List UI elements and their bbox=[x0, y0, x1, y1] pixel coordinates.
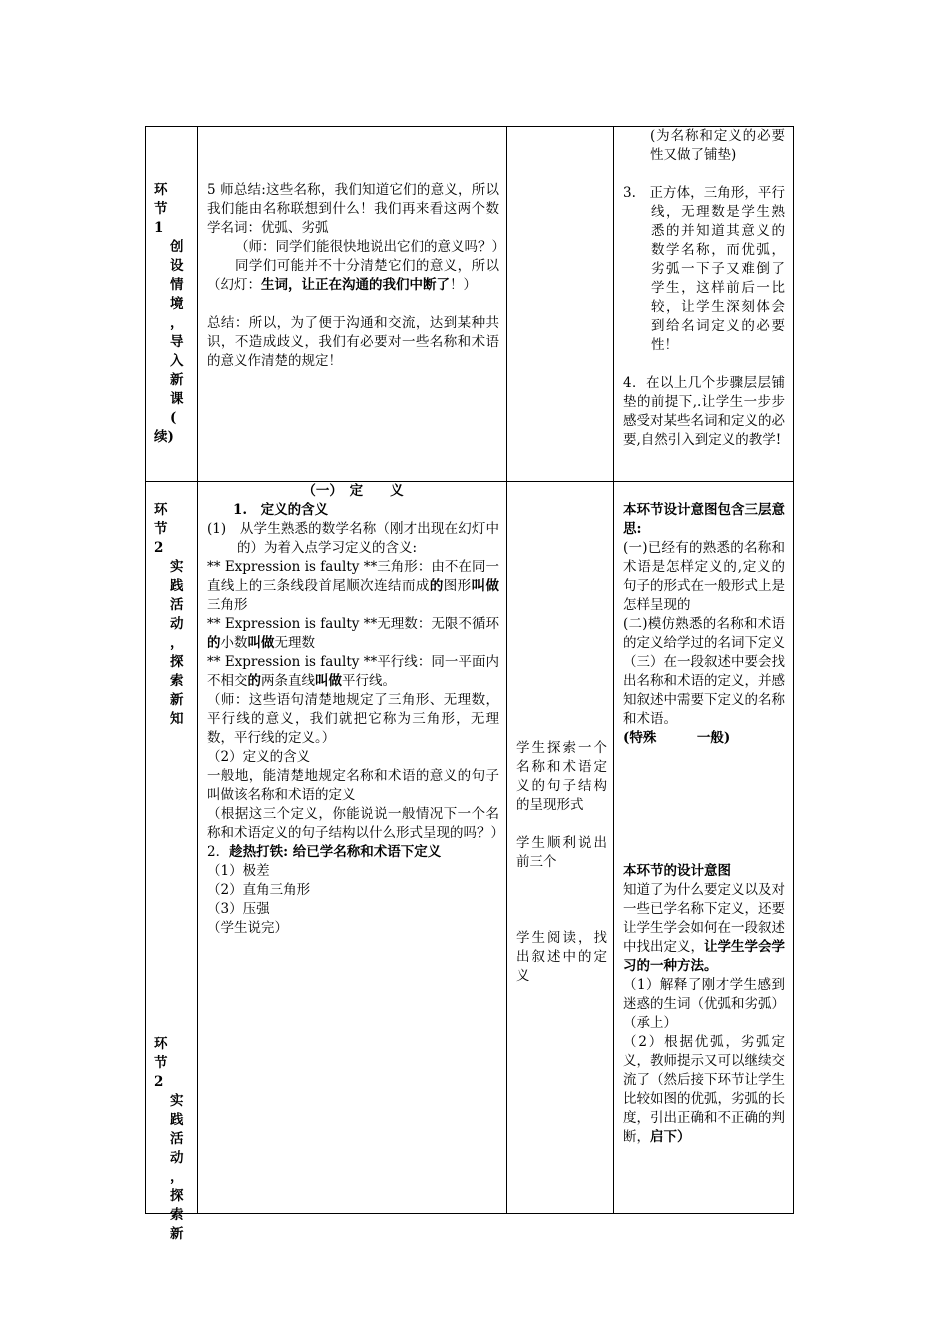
lesson-plan-table bbox=[145, 126, 794, 1242]
paragraph: (为名称和定义的必要性又做了铺垫) bbox=[650, 128, 785, 163]
content-cell bbox=[198, 482, 507, 1214]
paragraph: （三）在一段叙述中要会找出名称和术语的定义，并感知叙述中需要下定义的名称和术语。 bbox=[623, 654, 785, 727]
list-item: （1）极差 bbox=[207, 863, 270, 879]
design-intent-cell bbox=[614, 127, 794, 482]
paragraph: ** Expression is faulty **三角形：由不在同一直线上的三条线段首尾顺次连结而成的图形叫做三角形 bbox=[207, 559, 500, 613]
paragraph: （1）解释了刚才学生感到迷惑的生词（优弧和劣弧）（承上） bbox=[623, 977, 785, 1031]
paragraph: ** Expression is faulty **无理数：无限不循环的小数叫做无理数 bbox=[207, 616, 499, 651]
paragraph: （师：同学们能很快地说出它们的意义吗？） bbox=[235, 239, 505, 255]
stage-label: 环节 1 创 设 情 境 ， 导 入 新 课 ( 续) bbox=[154, 182, 184, 445]
list-item: （2）直角三角形 bbox=[207, 882, 311, 898]
student-activity-cell bbox=[507, 482, 614, 1214]
content-cell bbox=[198, 127, 513, 482]
paragraph: 学生顺利说出前三个 bbox=[516, 835, 607, 870]
paragraph: 知道了为什么要定义以及对一些已学名称下定义，还要让学生学会如何在一段叙述中找出定义，让学生学会学习的一种方法。 bbox=[623, 882, 785, 974]
paragraph: （根据这三个定义，你能说说一般情况下一个名称和术语定义的句子结构以什么形式呈现的吗？） bbox=[207, 806, 504, 841]
stage-cell bbox=[146, 482, 198, 1242]
table-row bbox=[146, 127, 794, 482]
stage-label: 环节 2 实 践 活 动 ， 探 索 新 知 bbox=[154, 502, 184, 727]
paragraph: 5 师总结:这些名称，我们知道它们的意义，所以我们能由名称联想到什么！我们再来看这两个数学名词：优弧、劣弧 bbox=[207, 182, 499, 236]
paragraph: ** Expression is faulty **平行线：同一平面内不相交的两条直线叫做平行线。 bbox=[207, 654, 499, 689]
paragraph: 学生阅读，找出叙述中的定义 bbox=[516, 930, 607, 984]
section-heading: （一） 定 义 bbox=[302, 483, 404, 499]
paragraph: (1) 从学生熟悉的数学名称（刚才出现在幻灯中的）为着入点学习定义的含义: bbox=[207, 521, 499, 556]
list-item: （3）压强 bbox=[207, 901, 270, 917]
paragraph: 3. 正方体，三角形，平行线，无理数是学生熟悉的并知道其意义的数学名称，而优弧，劣弧一下子又难倒了学生，这样前后一比较，让学生深刻体会到给名词定义的必要性！ bbox=[623, 185, 785, 353]
paragraph: 4．在以上几个步骤层层铺垫的前提下,.让学生一步步感受对某些名词和定义的必要,自然引入到定义的教学! bbox=[623, 375, 785, 448]
paragraph: 总结：所以，为了便于沟通和交流，达到某种共识，不造成歧义，我们有必要对一些名称和术语的意义作清楚的规定！ bbox=[207, 315, 499, 369]
subheading: 2．趁热打铁: 给已学名称和术语下定义 bbox=[207, 844, 442, 860]
student-activity-cell bbox=[507, 127, 614, 482]
paragraph: 学生探索一个名称和术语定义的句子结构的呈现形式 bbox=[516, 740, 607, 813]
paragraph: （师：这些语句清楚地规定了三角形、无理数，平行线的意义，我们就把它称为三角形，无理数，平行线的定义。） bbox=[207, 692, 499, 746]
paragraph-title: 本环节的设计意图 bbox=[623, 863, 731, 879]
paragraph: 同学们可能并不十分清楚它们的意义，所以 （幻灯：生词，让正在沟通的我们中断了！） bbox=[207, 258, 513, 293]
paragraph: （2）根据优弧，劣弧定义，教师提示又可以继续交流了（然后接下环节让学生比较如图的优弧，劣弧的长度，引出正确和不正确的判断，启下） bbox=[623, 1034, 785, 1145]
stage-label: 环节 2 实 践 活 动 ， 探 索 新 bbox=[154, 1036, 184, 1242]
paragraph-title: 本环节设计意图包含三层意思: bbox=[623, 502, 785, 537]
table-row bbox=[146, 482, 794, 1214]
paragraph: (二)模仿熟悉的名称和术语的定义给学过的名词下定义 bbox=[623, 616, 785, 651]
paragraph: (特殊 一般) bbox=[623, 730, 731, 746]
stage-cell bbox=[146, 127, 198, 482]
paragraph: 一般地，能清楚地规定名称和术语的意义的句子叫做该名称和术语的定义 bbox=[207, 768, 499, 803]
subheading: 1. 定义的含义 bbox=[233, 502, 329, 518]
list-item: （学生说完） bbox=[207, 920, 288, 936]
paragraph: （2）定义的含义 bbox=[207, 749, 311, 765]
paragraph: (一)已经有的熟悉的名称和术语是怎样定义的,定义的句子的形式在一般形式上是怎样呈现的 bbox=[623, 540, 785, 613]
design-intent-cell bbox=[614, 482, 794, 1214]
